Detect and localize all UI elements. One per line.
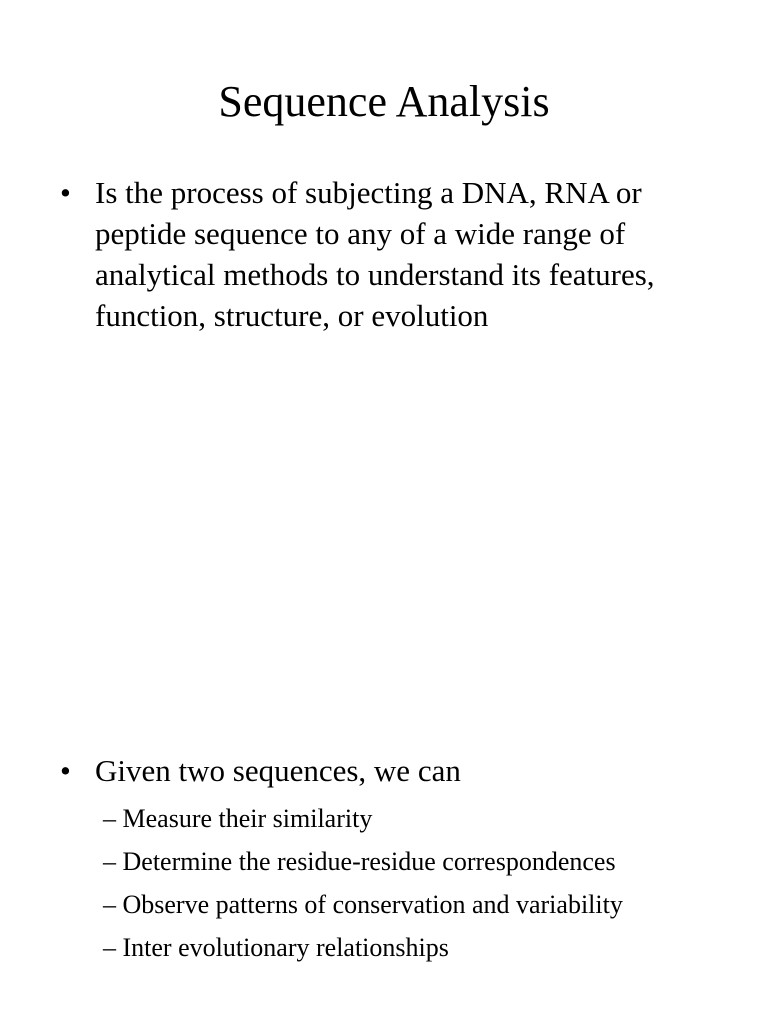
sub-bullet-text: Determine the residue-residue correspondences <box>122 847 616 876</box>
sub-bullet-list <box>103 797 743 969</box>
sub-bullet-text: Measure their similarity <box>122 804 373 833</box>
bullet-marker: • <box>60 175 71 210</box>
sub-bullet-item <box>103 926 743 969</box>
sub-bullet-item <box>103 840 743 883</box>
sub-bullet-text: Inter evolutionary relationships <box>122 933 449 962</box>
bullet-given-sequences <box>60 750 720 791</box>
bullet-marker: • <box>60 753 71 788</box>
dash-marker: – <box>103 804 116 833</box>
sub-bullet-item <box>103 797 743 840</box>
dash-marker: – <box>103 933 116 962</box>
dash-marker: – <box>103 890 116 919</box>
sub-bullet-item <box>103 883 743 926</box>
dash-marker: – <box>103 847 116 876</box>
bullet-text: Given two sequences, we can <box>95 753 461 788</box>
bullet-definition <box>60 172 720 336</box>
sub-bullet-text: Observe patterns of conservation and variability <box>122 890 623 919</box>
bullet-text: Is the process of subjecting a DNA, RNA or peptide sequence to any of a wide range of analytical methods to understand its features, function, structure, or evolution <box>95 175 655 333</box>
slide-title: Sequence Analysis <box>218 77 550 126</box>
